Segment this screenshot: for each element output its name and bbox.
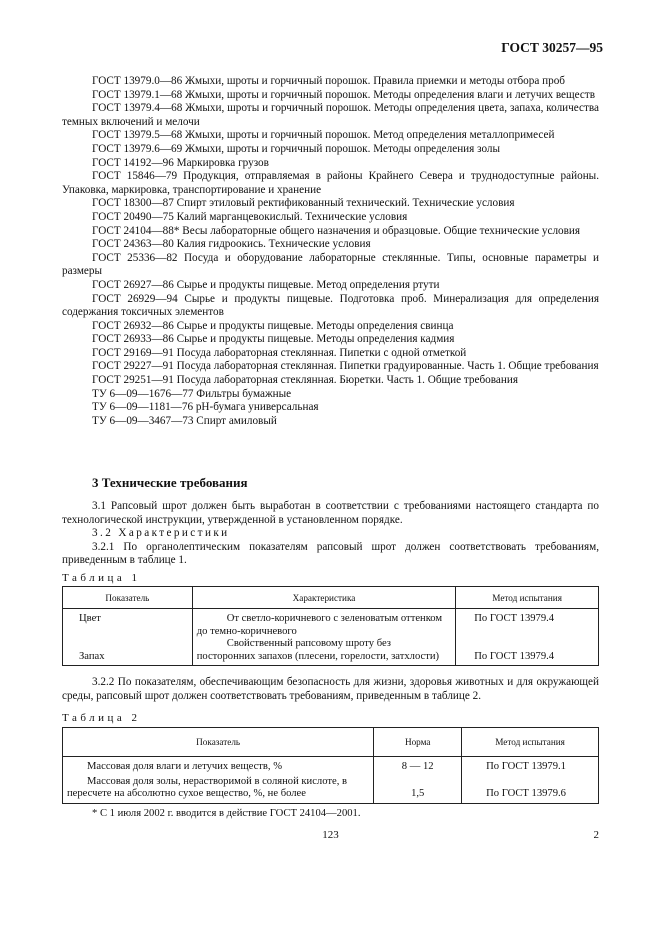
standard-header: ГОСТ 30257—95 — [501, 40, 603, 55]
table1-caption: Таблица 1 — [62, 572, 141, 584]
table-1 — [62, 586, 599, 666]
footnote: * С 1 июля 2002 г. вводится в действие ГОСТ 24104—2001. — [92, 808, 361, 819]
paragraph-3-2-1: 3.2.1 По органолептическим показателям рапсовый шрот должен соответствовать требованиям, приведенным в таблице 1. — [62, 540, 599, 567]
reference-item: ГОСТ 29169—91 Посуда лабораторная стеклянная. Пипетки с одной отметкой — [92, 346, 467, 359]
reference-item: ТУ 6—09—1676—77 Фильтры бумажные — [92, 387, 292, 400]
reference-item: ТУ 6—09—1181—76 pH-бумага универсальная — [92, 401, 319, 414]
table2-header-method: Метод испытания — [462, 728, 599, 757]
table2-cell-method: По ГОСТ 13979.1 — [462, 757, 599, 774]
table1-header-method: Метод испытания — [456, 587, 599, 609]
table2-cell-indicator: Массовая доля золы, нерастворимой в соляной кислоте, в пересчете на абсолютно сухое вещество, %, не более — [63, 774, 374, 804]
table2-cell-method: По ГОСТ 13979.6 — [462, 774, 599, 804]
reference-item: ГОСТ 13979.0—86 Жмыхи, шроты и горчичный порошок. Правила приемки и методы отбора проб — [92, 75, 565, 87]
reference-item: ГОСТ 26929—94 Сырье и продукты пищевые. Подготовка проб. Минерализация для определения содержания токсичных элементов — [62, 292, 599, 319]
table1-header-indicator: Показатель — [63, 587, 193, 609]
reference-item: ГОСТ 20490—75 Калий марганцевокислый. Технические условия — [92, 210, 408, 223]
reference-item: ГОСТ 29227—91 Посуда лабораторная стеклянная. Пипетки градуированные. Часть 1. Общие требования — [92, 360, 599, 373]
paragraph-3-2: 3.2 Характеристики — [92, 527, 230, 540]
reference-item: ГОСТ 15846—79 Продукция, отправляемая в районы Крайнего Севера и труднодоступные районы. Упаковка, маркировка, транспортирование и хранение — [62, 170, 599, 196]
paragraph-block — [62, 676, 599, 703]
section-body — [62, 500, 599, 568]
page-number-center: 123 — [322, 829, 339, 841]
reference-item: ГОСТ 29251—91 Посуда лабораторная стеклянная. Бюретки. Часть 1. Общие требования — [92, 374, 518, 387]
reference-item: ГОСТ 24104—88* Весы лабораторные общего назначения и образцовые. Общие технические условия — [92, 224, 581, 237]
page-number-right: 2 — [593, 829, 599, 841]
table2-caption: Таблица 2 — [62, 712, 141, 724]
reference-item: ГОСТ 26932—86 Сырье и продукты пищевые. Методы определения свинца — [92, 319, 454, 332]
table2-cell-norm: 1,5 — [374, 774, 462, 804]
table-row — [63, 638, 599, 666]
table-row — [63, 609, 599, 639]
table1-cell-characteristic: От светло-коричневого с зеленоватым оттенком до темно-коричневого — [192, 609, 456, 639]
reference-item: ГОСТ 26933—86 Сырье и продукты пищевые. Методы определения кадмия — [92, 333, 455, 346]
table1-cell-indicator: Запах — [63, 638, 193, 666]
table2-header-norm: Норма — [374, 728, 462, 757]
table1-cell-indicator: Цвет — [63, 609, 193, 639]
table2-header-indicator: Показатель — [63, 728, 374, 757]
reference-item: ГОСТ 14192—96 Маркировка грузов — [92, 156, 269, 169]
table1-cell-characteristic: Свойственный рапсовому шроту без посторонних запахов (плесени, горелости, затхлости) — [192, 638, 456, 666]
reference-item: ГОСТ 13979.4—68 Жмыхи, шроты и горчичный порошок. Методы определения цвета, запаха, количества темных включений и мелочи — [62, 102, 599, 128]
reference-item: ГОСТ 26927—86 Сырье и продукты пищевые. Метод определения ртути — [92, 278, 440, 291]
reference-item: ТУ 6—09—3467—73 Спирт амиловый — [92, 414, 277, 427]
table2-cell-indicator: Массовая доля влаги и летучих веществ, % — [63, 757, 374, 774]
paragraph-3-2-2: 3.2.2 По показателям, обеспечивающим безопасность для жизни, здоровья животных и для окружающей среды, рапсовый шрот должен соответствовать требованиям, приведенным в таблице 2. — [62, 676, 599, 702]
table2-cell-norm: 8 — 12 — [374, 757, 462, 774]
reference-item: ГОСТ 18300—87 Спирт этиловый ректификованный технический. Технические условия — [92, 197, 515, 210]
table1-cell-method: По ГОСТ 13979.4 — [456, 638, 599, 666]
table1-cell-method: По ГОСТ 13979.4 — [456, 609, 599, 639]
reference-item: ГОСТ 25336—82 Посуда и оборудование лабораторные стеклянные. Типы, основные параметры и размеры — [62, 251, 599, 278]
paragraph-3-1: 3.1 Рапсовый шрот должен быть выработан в соответствии с требованиями настоящего стандарта по технологической инструкции, утвержденной в установленном порядке. — [62, 500, 599, 526]
section-title: 3 Технические требования — [92, 475, 248, 490]
reference-item: ГОСТ 13979.1—68 Жмыхи, шроты и горчичный порошок. Методы определения влаги и летучих веществ — [92, 88, 596, 101]
reference-item: ГОСТ 13979.5—68 Жмыхи, шроты и горчичный порошок. Метод определения металлопримесей — [92, 129, 555, 142]
table1-header-characteristic: Характеристика — [192, 587, 456, 609]
reference-item: ГОСТ 24363—80 Калия гидроокись. Технические условия — [92, 238, 371, 251]
table-2 — [62, 727, 599, 804]
table-row — [63, 757, 599, 774]
reference-item: ГОСТ 13979.6—69 Жмыхи, шроты и горчичный порошок. Методы определения золы — [92, 142, 501, 155]
table-row — [63, 774, 599, 804]
normative-references — [62, 75, 599, 428]
